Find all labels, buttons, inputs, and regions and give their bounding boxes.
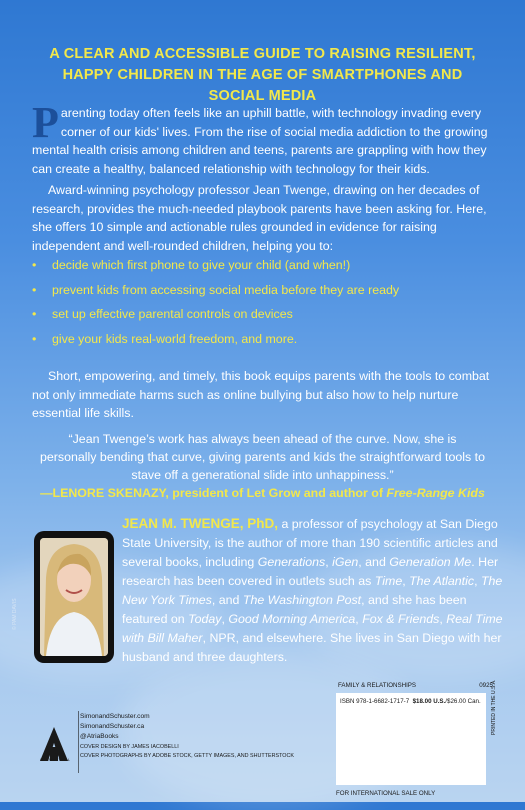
- list-item: • decide which first phone to give your child (and when!): [32, 253, 502, 278]
- price-can: /$26.00 Can.: [445, 698, 481, 705]
- category-code: 0925: [479, 682, 493, 689]
- author-photo: [40, 538, 108, 656]
- photo-credit: © PAM DAVIS: [12, 598, 18, 630]
- international-sale: FOR INTERNATIONAL SALE ONLY: [336, 790, 436, 797]
- author-bio: JEAN M. TWENGE, PhD, a professor of psychology at San Diego State University, is the author of more than 190 scientific articles and several books, including Generations, iGen, and Generation Me. Her research has been covered in outlets such as Time, The Atlantic, The New York Times, and The Washington Post, and she has been featured on Today, Good Morning America, Fox & Friends, Real Time with Bill Maher, NPR, and elsewhere. She lives in San Diego with her husband and three daughters.: [122, 516, 503, 664]
- atria-logo-icon: [34, 714, 74, 776]
- headline: A CLEAR AND ACCESSIBLE GUIDE TO RAISING RESILIENT, HAPPY CHILDREN IN THE AGE OF SMARTPHONES AND SOCIAL MEDIA: [49, 46, 476, 104]
- publisher-info: [80, 712, 294, 761]
- cover-design-credit: COVER DESIGN BY JAMES IACOBELLI: [80, 743, 179, 750]
- quote-text: “Jean Twenge’s work has always been ahead of the curve. Now, she is personally bending that curve, giving parents and kids the straightforward tools to stave off a generational slide into unhappiness.”: [40, 432, 485, 482]
- website-link[interactable]: SimonandSchuster.com: [80, 713, 150, 720]
- list-item: • set up effective parental controls on devices: [32, 302, 502, 327]
- social-handle: @AtriaBooks: [80, 733, 119, 741]
- divider: [78, 711, 79, 773]
- closing-paragraph: Short, empowering, and timely, this book equips parents with the tools to combat not only immediate harms such as online bullying but also how to help nurture essential life skills.: [32, 369, 490, 421]
- author-name: JEAN M. TWENGE, PhD,: [122, 516, 279, 531]
- bullet-icon: •: [32, 282, 37, 297]
- price-us: $18.00 U.S.: [412, 698, 446, 705]
- category-label: FAMILY & RELATIONSHIPS: [338, 682, 417, 689]
- quote-attribution: —LENORE SKENAZY, president of Let Grow and author of Free-Range Kids: [40, 486, 485, 500]
- endorsement-quote: [40, 430, 485, 502]
- list-item: • prevent kids from accessing social media before they are ready: [32, 278, 502, 303]
- isbn-line: [340, 698, 481, 705]
- bullet-icon: •: [32, 258, 37, 272]
- printed-in: PRINTED IN THE U.S.A.: [491, 679, 497, 735]
- category-line: [338, 682, 493, 689]
- bullet-icon: •: [32, 307, 37, 321]
- intro-text: arenting today often feels like an uphill battle, with technology invading every corner of our kids' lives. From the rise of social media addiction to the growing mental health crisis among children and teens, parents are grappling with how they can create a healthy, balanced relationship with technology for their kids.: [32, 106, 488, 177]
- list-item: • give your kids real-world freedom, and more.: [32, 327, 502, 352]
- isbn: ISBN 978-1-6682-1717-7: [340, 698, 410, 705]
- cover-photo-credit: COVER PHOTOGRAPHS BY ADOBE STOCK, GETTY IMAGES, AND SHUTTERSTOCK: [80, 752, 294, 759]
- intro-paragraph: [32, 98, 502, 179]
- description-paragraph: Award-winning psychology professor Jean Twenge, drawing on her decades of research, provides the much-needed playbook parents have been asking for. Here, she offers 10 simple and actionable rules grounded in evidence for raising independent and well-rounded children, helping you to:: [32, 183, 487, 254]
- publisher-logo-sub: INTERNATIONAL: [39, 758, 71, 762]
- publisher-logo-name: ATRIA: [45, 752, 65, 758]
- drop-cap: P: [32, 98, 59, 147]
- barcode-icon: [344, 711, 474, 777]
- bullet-icon: •: [32, 331, 37, 346]
- benefit-list: [32, 253, 502, 351]
- website-link[interactable]: SimonandSchuster.ca: [80, 723, 145, 731]
